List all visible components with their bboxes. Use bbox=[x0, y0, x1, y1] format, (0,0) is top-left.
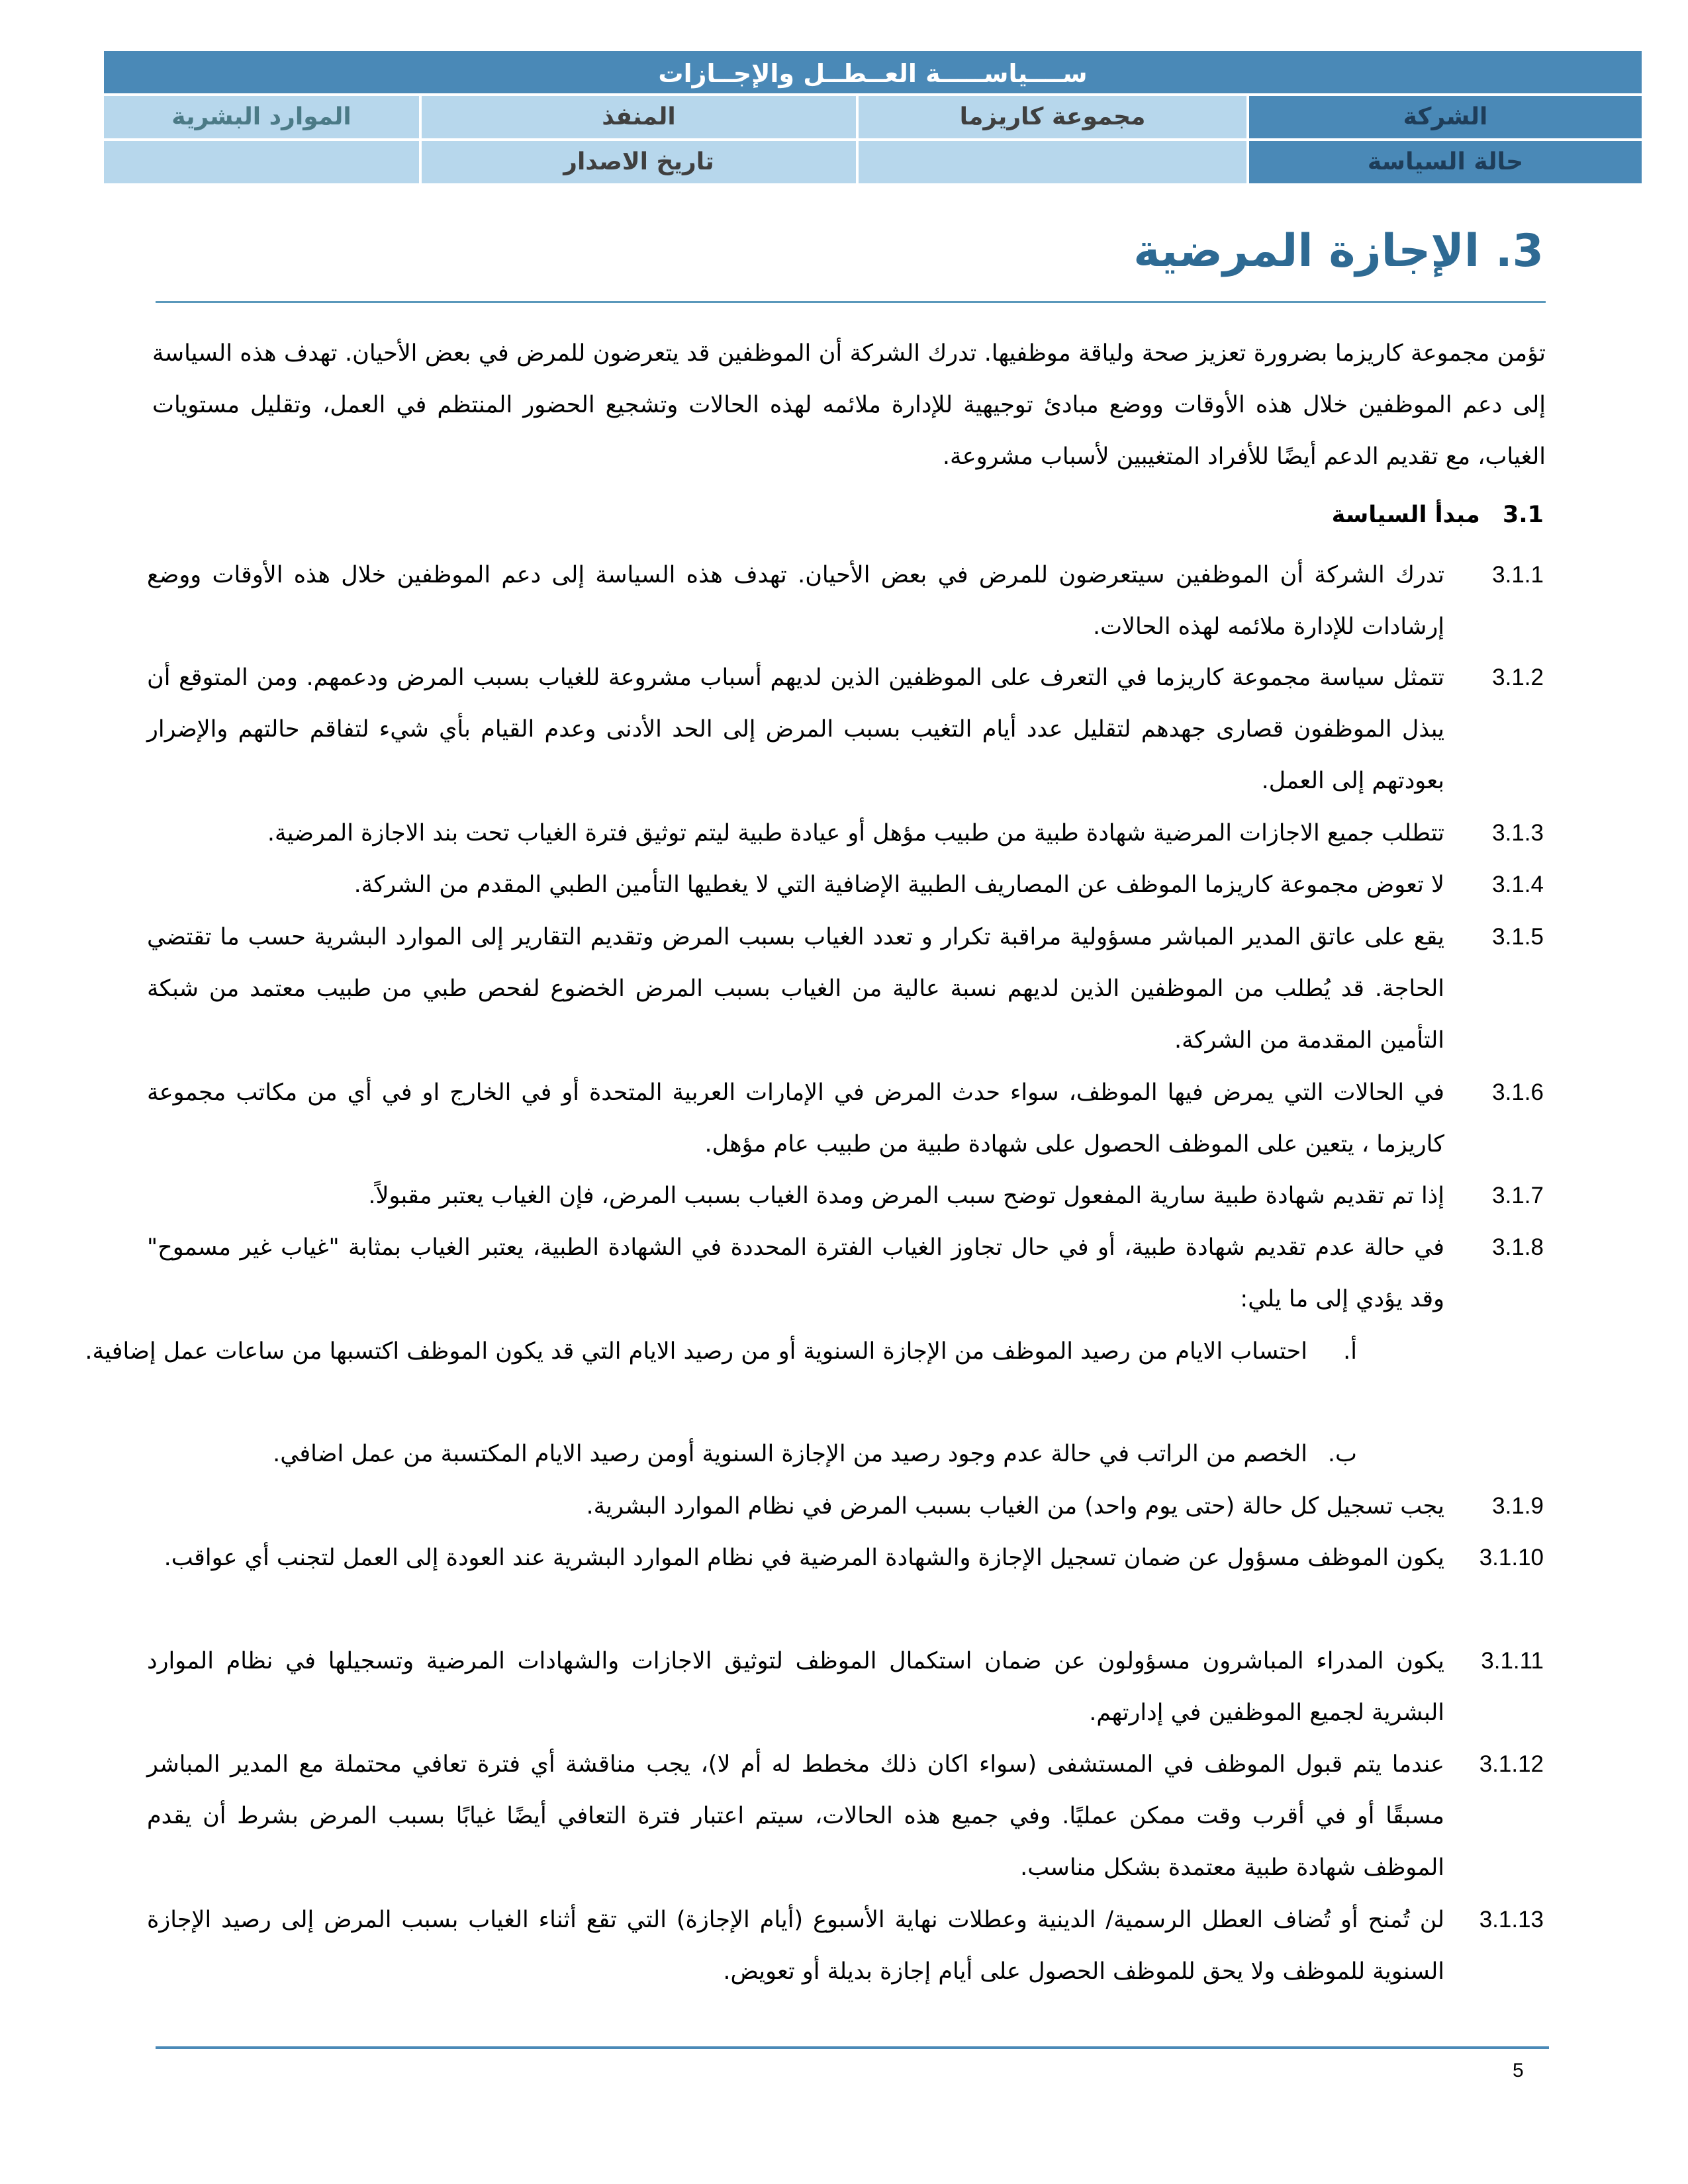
executor-value: الموارد البشرية bbox=[103, 95, 420, 140]
policy-item bbox=[147, 911, 1544, 1066]
issue-date-value bbox=[103, 140, 420, 185]
item-text: في الحالات التي يمرض فيها الموظف، سواء حدث المرض في الإمارات العربية المتحدة أو في الخارج او في أي من مكاتب مجموعة كاريزما ، يتعين على الموظف الحصول على شهادة طبية من طبيب عام مؤهل. bbox=[147, 1079, 1444, 1158]
subsection-number: 3.1 bbox=[1502, 502, 1544, 528]
section-title: 3. الإجازة المرضية bbox=[1133, 225, 1544, 277]
item-number: 3.1.10 bbox=[1479, 1545, 1544, 1570]
item-number: 3.1.11 bbox=[1481, 1648, 1544, 1674]
policy-item bbox=[147, 1739, 1544, 1893]
policy-item bbox=[147, 859, 1544, 911]
item-number: 3.1.13 bbox=[1479, 1907, 1544, 1933]
item-text: يكون المدراء المباشرون مسؤولون عن ضمان استكمال الموظف لتوثيق الاجازات والشهادات المرضية وتسجيلها في نظام الموارد البشرية لجميع الموظفين في إدارتهم. bbox=[147, 1648, 1444, 1726]
executor-label: المنفذ bbox=[420, 95, 857, 140]
policy-header-table bbox=[103, 50, 1643, 185]
subitem-text: احتساب الايام من رصيد الموظف من الإجازة السنوية أو من رصيد الايام التي قد يكون الموظف اكتسبها من ساعات عمل إضافية. bbox=[85, 1338, 1307, 1365]
policy-item bbox=[147, 1894, 1544, 1997]
item-number: 3.1.4 bbox=[1492, 872, 1544, 897]
policy-item bbox=[147, 1635, 1544, 1739]
subsection-title: مبدأ السياسة bbox=[1331, 502, 1480, 528]
item-number: 3.1.3 bbox=[1492, 820, 1544, 846]
section-intro bbox=[152, 328, 1546, 482]
status-value bbox=[857, 140, 1248, 185]
header-row-company bbox=[103, 95, 1643, 140]
intro-text: تؤمن مجموعة كاريزما بضرورة تعزيز صحة ولياقة موظفيها. تدرك الشركة أن الموظفين قد يتعرضون للمرض في بعض الأحيان. تهدف هذه السياسة إلى دعم الموظفين خلال هذه الأوقات ووضع مبادئ توجيهية للإدارة ملائمه لهذه الحالات وتشجيع الحضور المنتظم في العمل، وتقليل مستويات الغياب، مع تقديم الدعم أيضًا للأفراد المتغيبين لأسباب مشروعة. bbox=[152, 340, 1546, 470]
footer-divider bbox=[156, 2046, 1549, 2049]
header-row-status bbox=[103, 140, 1643, 185]
company-value: مجموعة كاريزما bbox=[857, 95, 1248, 140]
policy-subitem bbox=[46, 1428, 1357, 1480]
item-text: تدرك الشركة أن الموظفين سيتعرضون للمرض في بعض الأحيان. تهدف هذه السياسة إلى دعم الموظفين خلال هذه الأوقات ووضع إرشادات للإدارة ملائمه لهذه الحالات. bbox=[147, 562, 1444, 640]
item-text: عندما يتم قبول الموظف في المستشفى (سواء اكان ذلك مخطط له أم لا)، يجب مناقشة أي فترة تعافي محتملة مع المدير المباشر مسبقًا أو في أقرب وقت ممكن عمليًا. وفي جميع هذه الحالات، سيتم اعتبار فترة التعافي أيضًا غيابًا بسبب المرض بشرط أن يقدم الموظف شهادة طبية معتمدة بشكل مناسب. bbox=[147, 1751, 1444, 1881]
item-number: 3.1.9 bbox=[1492, 1493, 1544, 1519]
policy-title: ســــياســـــة العــطــل والإجــازات bbox=[103, 50, 1643, 95]
item-number: 3.1.7 bbox=[1492, 1183, 1544, 1208]
item-number: 3.1.12 bbox=[1479, 1751, 1544, 1777]
policy-item bbox=[147, 1170, 1544, 1222]
item-text: تتطلب جميع الاجازات المرضية شهادة طبية من طبيب مؤهل أو عيادة طبية ليتم توثيق فترة الغياب تحت بند الاجازة المرضية. bbox=[267, 820, 1444, 846]
subsection-heading bbox=[1332, 502, 1544, 528]
item-text: يكون الموظف مسؤول عن ضمان تسجيل الإجازة والشهادة المرضية في نظام الموارد البشرية عند العودة إلى العمل لتجنب أي عواقب. bbox=[164, 1545, 1444, 1571]
item-number: 3.1.5 bbox=[1492, 924, 1544, 950]
item-text: في حالة عدم تقديم شهادة طبية، أو في حال تجاوز الغياب الفترة المحددة في الشهادة الطبية، يعتبر الغياب بمثابة "غياب غير مسموح" وقد يؤدي إلى ما يلي: bbox=[147, 1234, 1444, 1312]
item-text: لا تعوض مجموعة كاريزما الموظف عن المصاريف الطبية الإضافية التي لا يغطيها التأمين الطبي المقدم من الشركة. bbox=[353, 872, 1444, 898]
company-label: الشركة bbox=[1248, 95, 1643, 140]
item-text: يجب تسجيل كل حالة (حتى يوم واحد) من الغياب بسبب المرض في نظام الموارد البشرية. bbox=[586, 1493, 1444, 1520]
item-number: 3.1.1 bbox=[1492, 562, 1544, 588]
item-text: إذا تم تقديم شهادة طبية سارية المفعول توضح سبب المرض ومدة الغياب بسبب المرض، فإن الغياب يعتبر مقبولاً. bbox=[368, 1183, 1444, 1209]
policy-item bbox=[147, 549, 1544, 653]
page-number: 5 bbox=[1513, 2060, 1524, 2081]
item-text: يقع على عاتق المدير المباشر مسؤولية مراقبة تكرار و تعدد الغياب بسبب المرض وتقديم التقارير إلى الموارد البشرية حسب ما تقتضي الحاجة. قد يُطلب من الموظفين الذين لديهم نسبة عالية من الغياب بسبب المرض الخضوع لفحص طبي من طبيب معتمد من شبكة التأمين المقدمة من الشركة. bbox=[147, 924, 1444, 1054]
policy-item bbox=[147, 1480, 1544, 1532]
policy-item bbox=[147, 1067, 1544, 1170]
item-number: 3.1.8 bbox=[1492, 1234, 1544, 1260]
policy-item bbox=[147, 1532, 1544, 1584]
subitem-marker: ب. bbox=[1327, 1441, 1357, 1467]
issue-date-label: تاريخ الاصدار bbox=[420, 140, 857, 185]
policy-item bbox=[147, 807, 1544, 859]
policy-item bbox=[147, 652, 1544, 807]
policy-subitem bbox=[46, 1326, 1357, 1377]
section-divider bbox=[156, 301, 1546, 303]
item-number: 3.1.2 bbox=[1492, 664, 1544, 690]
item-text: تتمثل سياسة مجموعة كاريزما في التعرف على الموظفين الذين لديهم أسباب مشروعة للغياب بسبب المرض ودعمهم. ومن المتوقع أن يبذل الموظفون قصارى جهدهم لتقليل عدد أيام التغيب بسبب المرض إلى الحد الأدنى وعدم القيام بأي شيء لتفاقم حالتهم والإضرار بعودتهم إلى العمل. bbox=[147, 664, 1444, 794]
subitem-marker: أ. bbox=[1343, 1338, 1357, 1365]
policy-item bbox=[147, 1222, 1544, 1325]
subitem-text: الخصم من الراتب في حالة عدم وجود رصيد من الإجازة السنوية أومن رصيد الايام المكتسبة من عمل اضافي. bbox=[273, 1441, 1307, 1467]
item-text: لن تُمنح أو تُضاف العطل الرسمية/ الدينية وعطلات نهاية الأسبوع (أيام الإجازة) التي تقع أثناء الغياب بسبب المرض إلى رصيد الإجازة السنوية للموظف ولا يحق للموظف الحصول على أيام إجازة بديلة أو تعويض. bbox=[147, 1907, 1444, 1985]
item-number: 3.1.6 bbox=[1492, 1079, 1544, 1105]
status-label: حالة السياسة bbox=[1248, 140, 1643, 185]
